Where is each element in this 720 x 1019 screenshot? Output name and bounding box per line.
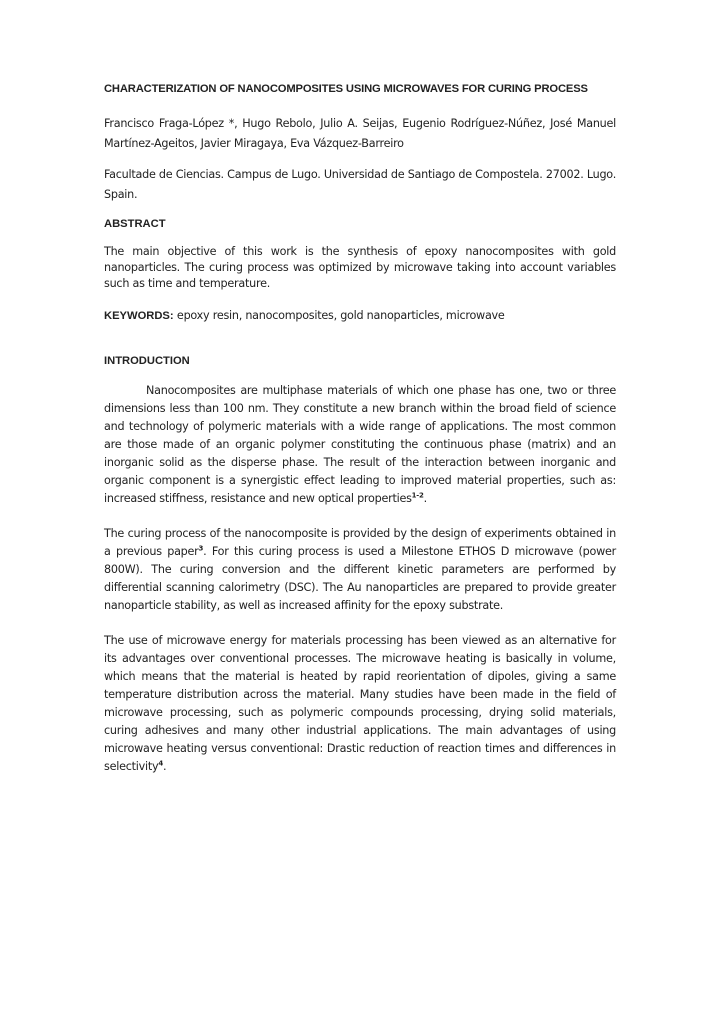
intro-paragraph-2: [104, 525, 616, 615]
keywords-label: KEYWORDS:: [104, 310, 174, 322]
intro-paragraph-3: [104, 632, 616, 776]
intro-p3-text: The use of microwave energy for materials processing has been viewed as an alternative for its advantages over conventional processes. The microwave heating is basically in volume, which means that the material is heated by rapid reorientation of dipoles, giving a same temperature distribution across the material. Many studies have been made in the field of microwave processing, such as polymeric compounds processing, drying solid materials, curing adhesives and many other industrial applications. The main advantages of using microwave heating versus conventional: Drastic reduction of reaction times and differences in selectivity: [104, 634, 616, 773]
author-list: Francisco Fraga-López *, Hugo Rebolo, Julio A. Seijas, Eugenio Rodríguez-Núñez, José Manuel Martínez-Ageitos, Javier Miragaya, Eva Vázquez-Barreiro: [104, 117, 616, 150]
intro-p1-end: .: [423, 492, 427, 505]
intro-p1-text: Nanocomposites are multiphase materials of which one phase has one, two or three dimensions less than 100 nm. They constitute a new branch within the broad field of science and technology of polymeric materials with a wide range of applications. The most common are those made of an organic polymer constituting the continuous phase (matrix) and an inorganic solid as the disperse phase. The result of the interaction between inorganic and organic component is a synergistic effect leading to improved material properties, such as: increased stiffness, resistance and new optical properties: [104, 384, 616, 505]
intro-p2-text-b: . For this curing process is used a Milestone ETHOS D microwave (power 800W). The curing conversion and the different kinetic parameters are performed by differential scanning calorimetry (DSC).: [104, 545, 617, 594]
keywords-text: epoxy resin, nanocomposites, gold nanoparticles, microwave: [173, 309, 505, 322]
abstract-text: The main objective of this work is the synthesis of epoxy nanocomposites with gold nanoparticles. The curing process was optimized by microwave taking into account variables such as time and temperature.: [104, 245, 616, 290]
intro-paragraph-1: [104, 382, 616, 508]
intro-p3-end: .: [162, 760, 167, 773]
intro-p2-text-a: The curing process of the nanocomposite is provided by the design of experiments obtained in a previous paper: [104, 527, 616, 558]
citation-ref: 3: [198, 544, 204, 553]
paper-title: CHARACTERIZATION OF NANOCOMPOSITES USING MICROWAVES FOR CURING PROCESS: [104, 83, 588, 95]
affiliation: Facultade de Ciencias. Campus de Lugo. Universidad de Santiago de Compostela. 27002. Lugo. Spain.: [104, 168, 616, 201]
intro-p2-text-c: The Au nanoparticles are prepared to provide greater nanoparticle stability, as well as increased affinity for the epoxy substrate.: [104, 581, 616, 612]
citation-ref: 1-2: [411, 491, 424, 500]
citation-ref: 4: [158, 759, 163, 768]
abstract-heading: ABSTRACT: [104, 218, 166, 230]
keywords-line: [104, 309, 616, 322]
introduction-heading: INTRODUCTION: [104, 355, 190, 367]
